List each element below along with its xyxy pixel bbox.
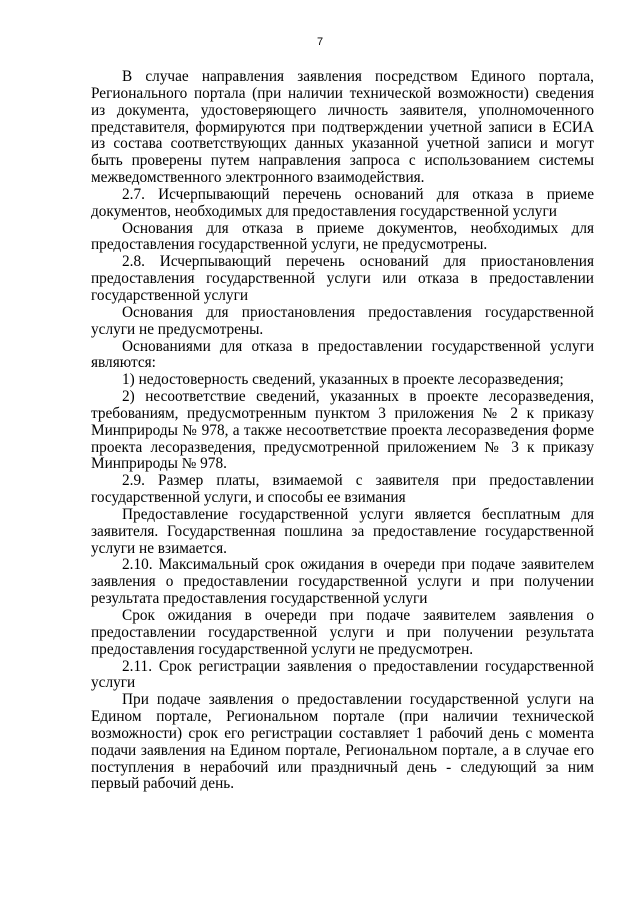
document-body [91, 69, 594, 793]
list-item-refusal-1: 1) недостоверность сведений, указанных в проекте лесоразведения; [122, 371, 564, 389]
paragraph-no-refusal-grounds: Основания для отказа в приеме документов, необходимых для предоставления государственной услуги, не предусмотрены. [91, 219, 594, 254]
paragraph-registration-term: При подаче заявления о предоставлении государственной услуги на Едином портале, Региональном портале (при наличии технической возможности) срок его регистрации составляет 1 рабочий день с момента подачи заявления на Едином портале, Региональном портале, а в случае его поступления в нерабочий или праздничный день - следующий за ним первый рабочий день. [91, 691, 594, 793]
section-heading-2-8: 2.8. Исчерпывающий перечень оснований для приостановления предоставления государственной услуги или отказа в предоставлении государственной услуги [91, 253, 594, 304]
paragraph-refusal-grounds-intro: Основаниями для отказа в предоставлении государственной услуги являются: [91, 337, 594, 372]
section-heading-2-10: 2.10. Максимальный срок ожидания в очереди при подаче заявителем заявления о предоставлении государственной услуги и при получении результата предоставления государственной услуги [91, 556, 594, 608]
paragraph-no-queue-wait: Срок ожидания в очереди при подаче заявителем заявления о предоставлении государственной услуги и при получении результата предоставления государственной услуги не предусмотрен. [91, 607, 594, 658]
paragraph-no-suspension-grounds: Основания для приостановления предоставления государственной услуги не предусмотрены. [91, 303, 594, 338]
section-heading-2-9: 2.9. Размер платы, взимаемой с заявителя при предоставлении государственной услуги, и способы ее взимания [91, 472, 594, 507]
section-heading-2-11: 2.11. Срок регистрации заявления о предоставлении государственной услуги [91, 657, 594, 692]
list-item-refusal-2: 2) несоответствие сведений, указанных в проекте лесоразведения, требованиям, предусмотренным пунктом 3 приложения № 2 к приказу Минприроды № 978, а также несоответствие проекта лесоразведения форме проекта лесоразведения, предусмотренной приложением № 3 к приказу Минприроды № 978. [91, 388, 594, 473]
section-heading-2-7: 2.7. Исчерпывающий перечень оснований для отказа в приеме документов, необходимых для предоставления государственной услуги [91, 185, 594, 220]
paragraph-esia-verification: В случае направления заявления посредством Единого портала, Регионального портала (при наличии технической возможности) сведения из документа, удостоверяющего личность заявителя, уполномоченного представителя, формируются при подтверждении учетной записи в ЕСИА из состава соответствующих данных указанной учетной записи и могут быть проверены путем направления запроса с использованием системы межведомственного электронного взаимодействия. [91, 68, 594, 187]
page-number: 7 [316, 36, 324, 48]
paragraph-free-of-charge: Предоставление государственной услуги является бесплатным для заявителя. Государственная пошлина за предоставление государственной услуги не взимается. [91, 505, 594, 557]
